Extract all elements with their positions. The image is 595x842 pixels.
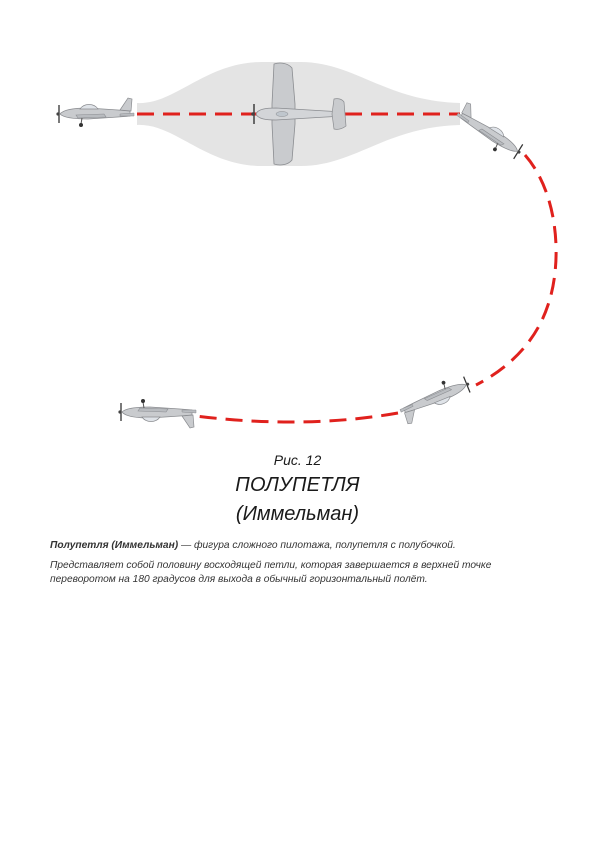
plane-side-icon [451, 101, 528, 163]
description-definition [50, 539, 550, 553]
lower-trajectory [196, 413, 398, 422]
plane-side-icon [56, 98, 134, 127]
plane-side-icon [118, 399, 196, 428]
description-term: Полупетля (Иммельман) [50, 540, 179, 551]
description-definition-text: — фигура сложного пилотажа, полупетля с полубочкой. [178, 540, 456, 551]
loop-trajectory [476, 155, 556, 385]
figure-title: ПОЛУПЕТЛЯ [235, 474, 360, 496]
description-details-line1: Представляет собой половину восходящей петли, которая завершается в верхней точке [50, 560, 492, 571]
description-details [50, 559, 550, 587]
figure-subtitle: (Иммельман) [235, 503, 360, 525]
description-details-line2: переворотом на 180 градусов для выхода в обычный горизонтальный полёт. [50, 574, 428, 585]
figure-number: Рис. 12 [273, 452, 322, 468]
plane-side-icon [396, 372, 475, 425]
